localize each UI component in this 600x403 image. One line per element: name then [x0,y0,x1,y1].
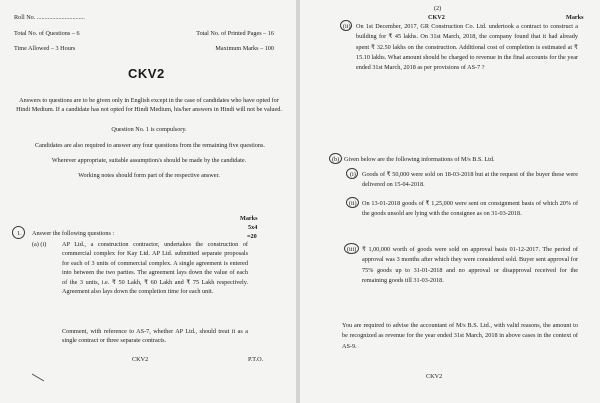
handwritten-circle-mark [344,243,359,254]
item-iii-text: ₹ 1,00,000 worth of goods were sold on approval basis 01-12-2017. The period of approval was 3 months after which they were considered sold. Buyer sent approval for 75% goods up to 31-01-2018 and no approval or disapproval received for the remaining goods till 31-03-2018. [362,246,578,284]
handwritten-circle-mark [329,153,342,164]
page-number: (2) [434,5,442,12]
marks-heading-right: Marks [566,14,584,21]
header-code: CKV2 [428,14,445,21]
roll-number-field: Roll No. ............................... [14,14,85,21]
instruction-compulsory: Question No. 1 is compulsory. [111,126,187,133]
handwritten-circle-mark [12,226,25,239]
item-i-label: (i) [350,171,356,178]
instruction-working-notes: Working notes should form part of the respective answer. [78,172,220,179]
question-b-label: (b) [332,156,340,163]
footer-pto: P.T.O. [248,356,264,363]
question-b-text: Given below are the following informations of M/s B.S. Ltd. [344,156,495,163]
paper-code-title: CKV2 [128,66,165,81]
printed-pages: Total No. of Printed Pages – 16 [196,30,274,37]
question-b-conclusion: You are required to advise the accountant of M/s B.S. Ltd., with valid reasons, the amount to be recognized as revenue for the year ended 31st March, 2018 in above cases in the context of AS-9. [342,322,578,350]
footer-code: CKV2 [132,356,149,363]
marks-calculation: 5x4 [248,224,258,231]
marks-heading: Marks [240,215,258,222]
exam-page-1 [0,0,296,403]
instruction-assumptions: Wherever appropriate, suitable assumption/s should be made by the candidate. [51,157,247,164]
instruction-choice: Candidates are also required to answer any four questions from the remaining five questions. [35,142,265,149]
item-iii-label: (iii) [347,246,357,253]
handwritten-circle-mark [346,197,359,208]
instruction-medium: Answers to questions are to be given only in English except in the case of candidates who have opted for Hindi Medium. If a candidate has not opted for Hindi Medium, his/her answers in Hindi will not be valued. [16,97,282,114]
footer-code-right: CKV2 [426,373,443,380]
item-i-text: Goods of ₹ 50,000 were sold on 18-03-2018 but at the request of the buyer these were delivered on 15-04-2018. [362,171,578,189]
maximum-marks: Maximum Marks – 100 [215,45,274,52]
question-1a-comment: Comment, with reference to AS-7, whether AP Ltd., should treat it as a single contract or three separate contracts. [62,328,248,345]
question-1a-text: AP Ltd., a construction contractor, undertakes the construction of commercial complex for Kay Ltd. AP Ltd. submitted separate proposals for each of 3 units of commercial complex. A single agreement is entered into between the two parties. The agreement lays down the value of each of the 3 units, i.e. ₹ 50 Lakh, ₹ 60 Lakh and ₹ 75 Lakh respectively. Agreement also lays down the completion time for each unit. [62,241,248,296]
handwritten-circle-mark [346,168,358,179]
handwritten-circle-mark [340,20,352,31]
question-1-number: 1. [17,230,22,237]
item-ii-text: On 13-01-2018 goods of ₹ 1,25,000 were sent on consignment basis of which 20% of the goods unsold are lying with the consignee as on 31-03-2018. [362,200,578,218]
question-1-text: Answer the following questions : [32,230,115,237]
question-1a-label: (a) (i) [32,241,47,248]
question-ii-text: On 1st December, 2017, GR Construction Co. Ltd. undertook a contract to construct a building for ₹ 45 lakhs. On 31st March, 2018, the company found that it had already spent ₹ 32.50 lakhs on the construction. Additional cost of completion is estimated at ₹ 15.10 lakhs. What amount should be charged to revenue in the final accounts for the year ended 31st March, 2018 as per provisions of AS-7 ? [356,23,578,72]
marks-total: =20 [247,233,257,240]
pen-stroke-mark [30,372,50,384]
exam-page-2 [300,0,600,403]
question-ii-label: (ii) [343,23,351,30]
total-questions: Total No. of Questions – 6 [14,30,80,37]
time-allowed: Time Allowed – 3 Hours [14,45,76,52]
item-ii-label: (ii) [349,200,357,207]
